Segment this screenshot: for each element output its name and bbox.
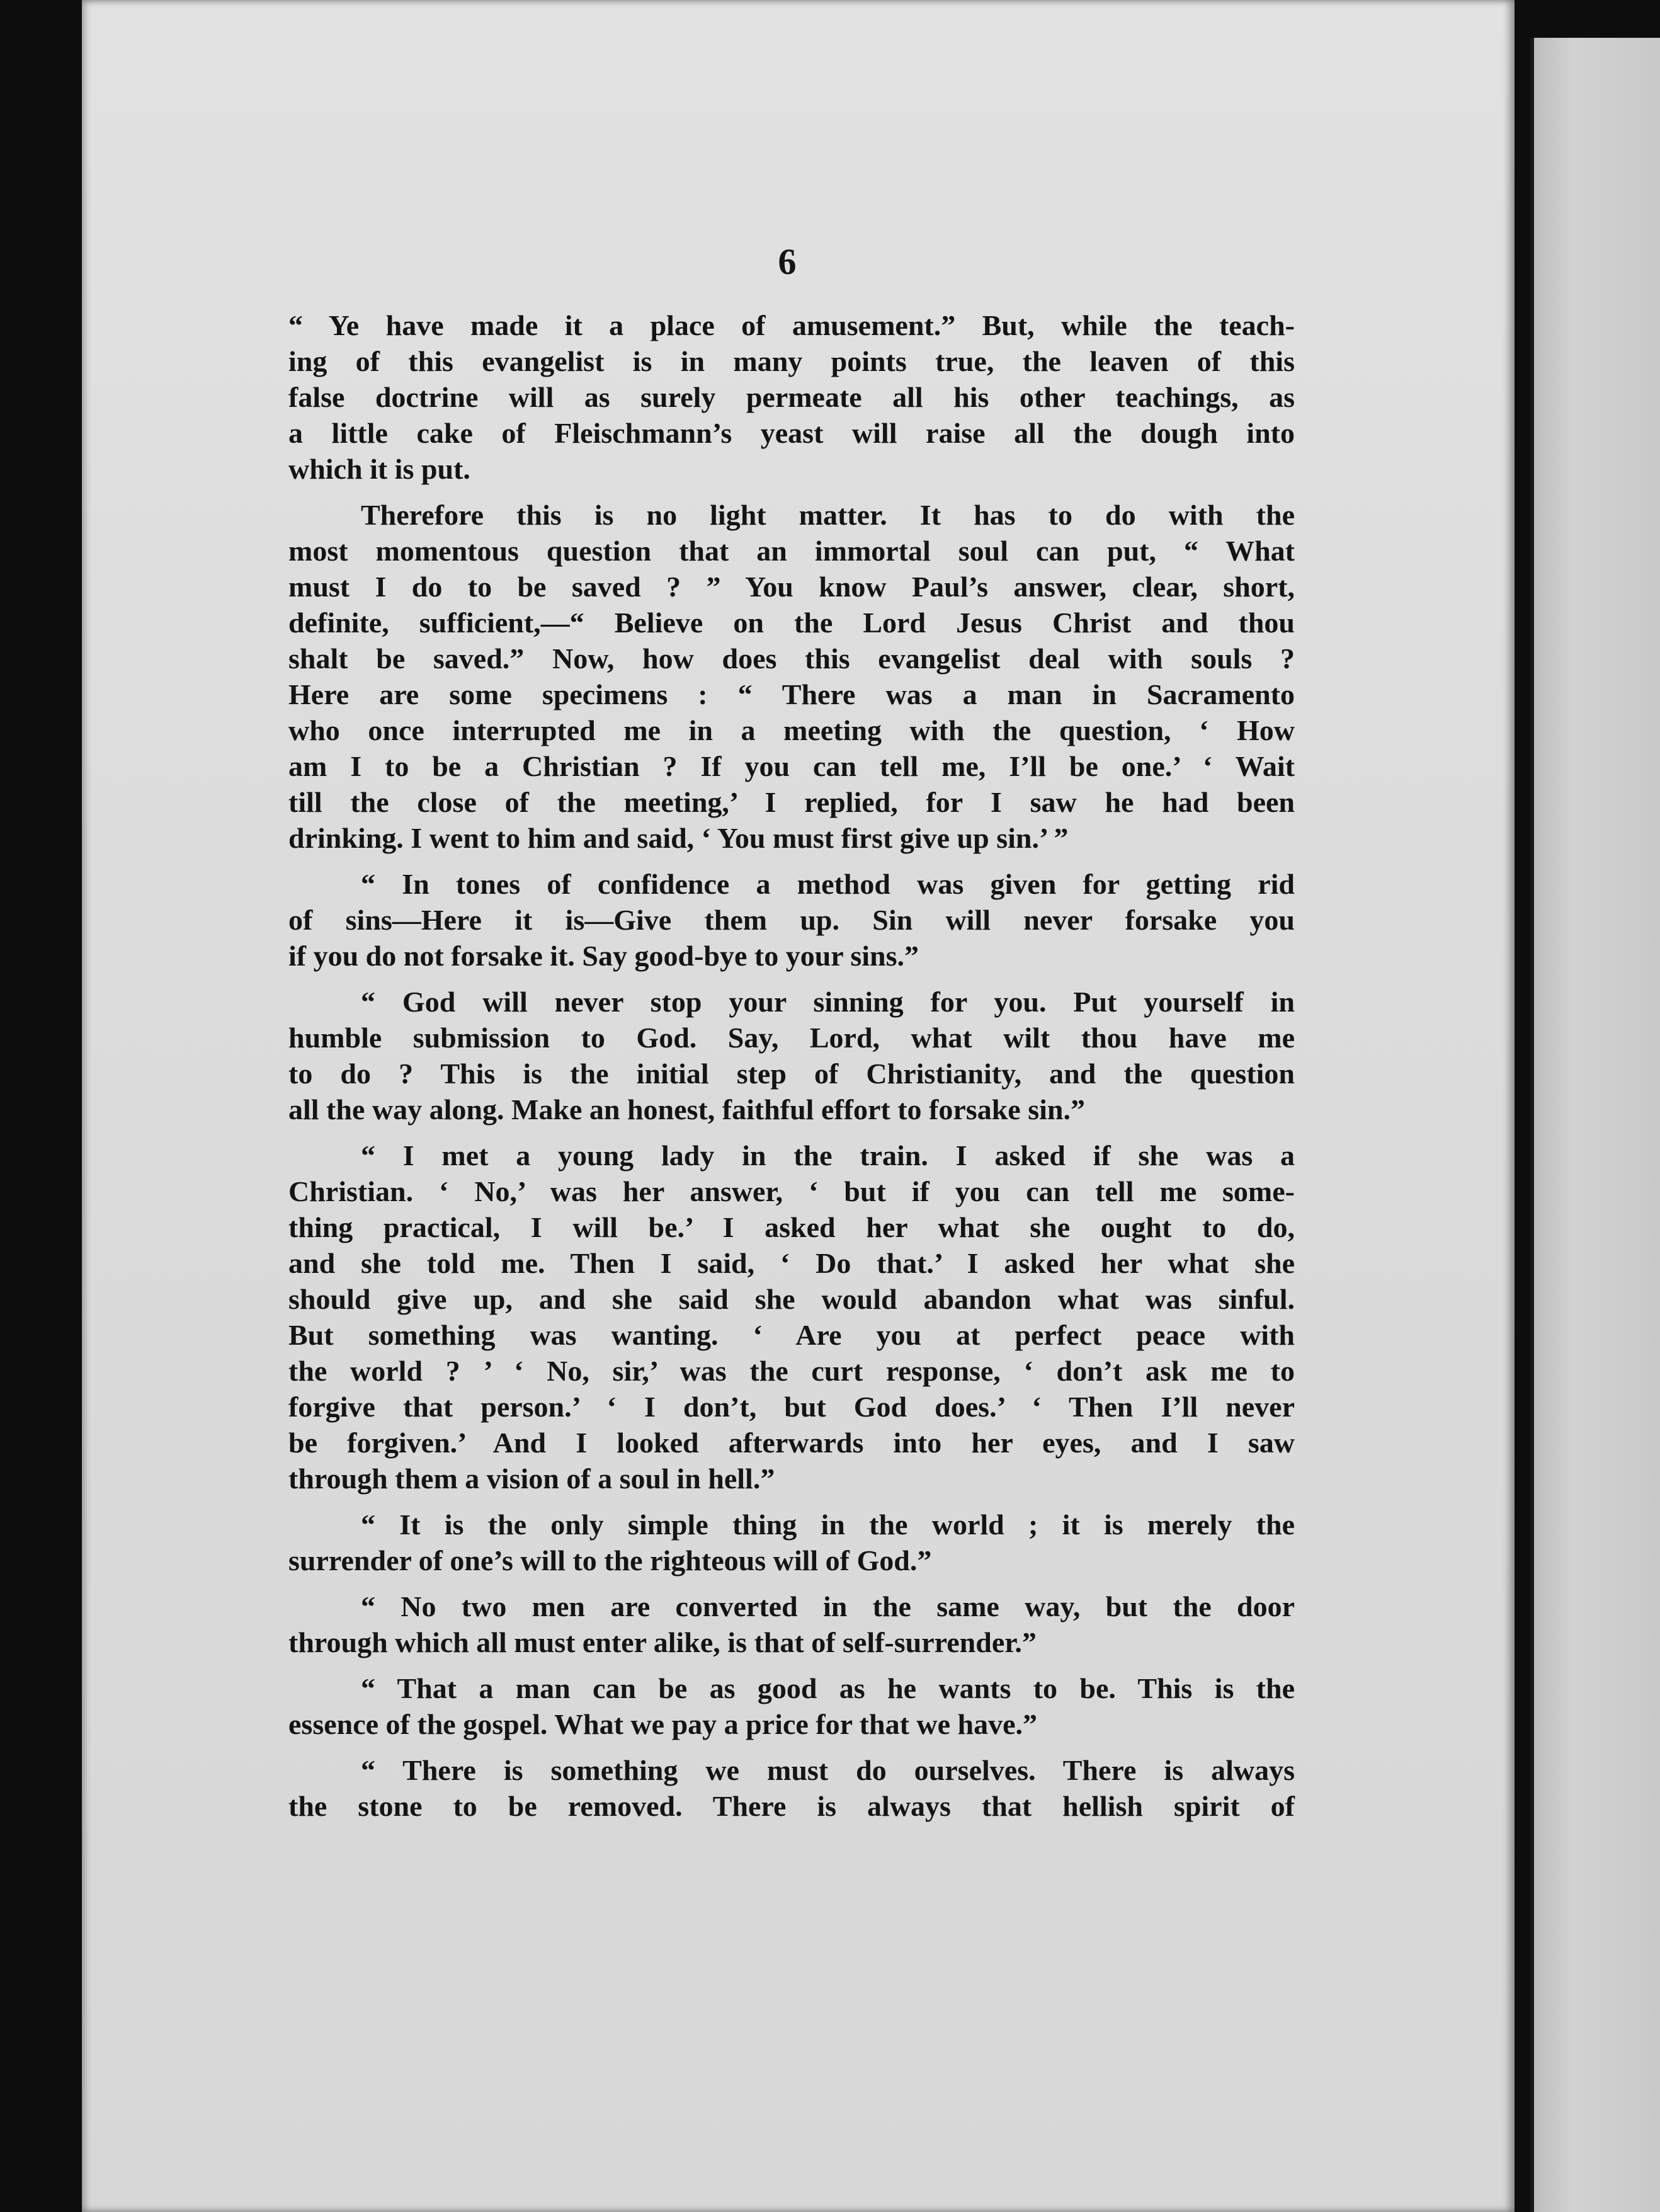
text-line: the stone to be removed. There is always that hellish spirit of xyxy=(288,1790,1295,1822)
text-line: “ God will never stop your sinning for you. Put yourself in xyxy=(361,986,1295,1018)
text-line: “ I met a young lady in the train. I asked if she was a xyxy=(361,1139,1295,1172)
text-line: definite, sufficient,—“ Believe on the Lord Jesus Christ and thou xyxy=(288,607,1295,639)
text-line: most momentous question that an immortal soul can put, “ What xyxy=(288,535,1295,567)
text-line: Here are some specimens : “ There was a man in Sacramento xyxy=(288,678,1295,710)
page-number: 6 xyxy=(778,241,797,282)
text-line: “ It is the only simple thing in the world ; it is merely the xyxy=(361,1508,1295,1541)
text-line: “ No two men are converted in the same way, but the door xyxy=(361,1590,1295,1622)
text-line: a little cake of Fleischmann’s yeast will raise all the dough into xyxy=(288,417,1295,449)
paragraph xyxy=(288,1137,1295,1497)
text-line: am I to be a Christian ? If you can tell me, I’ll be one.’ ‘ Wait xyxy=(288,750,1295,782)
text-line: “ In tones of confidence a method was given for getting rid xyxy=(361,868,1295,900)
text-line: surrender of one’s will to the righteous will of God.” xyxy=(288,1544,932,1576)
text-line: shalt be saved.” Now, how does this evangelist deal with souls ? xyxy=(288,642,1295,675)
paragraph xyxy=(288,1507,1295,1578)
adjacent-page-edge xyxy=(1530,38,1660,2212)
text-line: all the way along. Make an honest, faithful effort to forsake sin.” xyxy=(288,1093,1085,1126)
text-line: the world ? ’ ‘ No, sir,’ was the curt response, ‘ don’t ask me to xyxy=(288,1355,1295,1387)
text-line: But something was wanting. ‘ Are you at perfect peace with xyxy=(288,1319,1295,1351)
text-line: should give up, and she said she would abandon what was sinful. xyxy=(288,1283,1295,1315)
text-line: humble submission to God. Say, Lord, what wilt thou have me xyxy=(288,1022,1295,1054)
text-line: through them a vision of a soul in hell.” xyxy=(288,1462,775,1495)
paragraph xyxy=(288,866,1295,974)
text-line: “ Ye have made it a place of amusement.” But, while the teach- xyxy=(288,309,1295,341)
text-line: who once interrupted me in a meeting with the question, ‘ How xyxy=(288,714,1295,746)
text-line: which it is put. xyxy=(288,453,470,485)
paragraph xyxy=(288,1752,1295,1824)
body-text xyxy=(288,307,1295,1834)
text-line: Therefore this is no light matter. It has to do with the xyxy=(361,499,1295,531)
text-line: drinking. I went to him and said, ‘ You must first give up sin.’ ” xyxy=(288,822,1069,854)
text-line: must I do to be saved ? ” You know Paul’s answer, clear, short, xyxy=(288,571,1295,603)
text-line: essence of the gospel. What we pay a price for that we have.” xyxy=(288,1708,1038,1740)
text-line: to do ? This is the initial step of Christianity, and the question xyxy=(288,1058,1295,1090)
text-line: till the close of the meeting,’ I replied, for I saw he had been xyxy=(288,786,1295,818)
text-line: “ There is something we must do ourselves. There is always xyxy=(361,1754,1295,1786)
text-line: of sins—Here it is—Give them up. Sin will never forsake you xyxy=(288,904,1295,936)
text-line: through which all must enter alike, is that of self-surrender.” xyxy=(288,1626,1037,1658)
text-line: and she told me. Then I said, ‘ Do that.’ I asked her what she xyxy=(288,1247,1295,1279)
text-line: Christian. ‘ No,’ was her answer, ‘ but if you can tell me some- xyxy=(288,1175,1295,1207)
text-line: “ That a man can be as good as he wants to be. This is the xyxy=(361,1672,1295,1704)
text-line: be forgiven.’ And I looked afterwards into her eyes, and I saw xyxy=(288,1427,1295,1459)
text-line: false doctrine will as surely permeate all his other teachings, as xyxy=(288,381,1295,413)
paragraph xyxy=(288,497,1295,856)
text-line: ing of this evangelist is in many points true, the leaven of this xyxy=(288,345,1295,377)
paragraph xyxy=(288,1588,1295,1660)
text-line: if you do not forsake it. Say good-bye to your sins.” xyxy=(288,940,919,972)
text-line: thing practical, I will be.’ I asked her what she ought to do, xyxy=(288,1211,1295,1243)
paragraph xyxy=(288,984,1295,1127)
paragraph xyxy=(288,307,1295,487)
text-line: forgive that person.’ ‘ I don’t, but God does.’ ‘ Then I’ll never xyxy=(288,1391,1295,1423)
paragraph xyxy=(288,1670,1295,1742)
